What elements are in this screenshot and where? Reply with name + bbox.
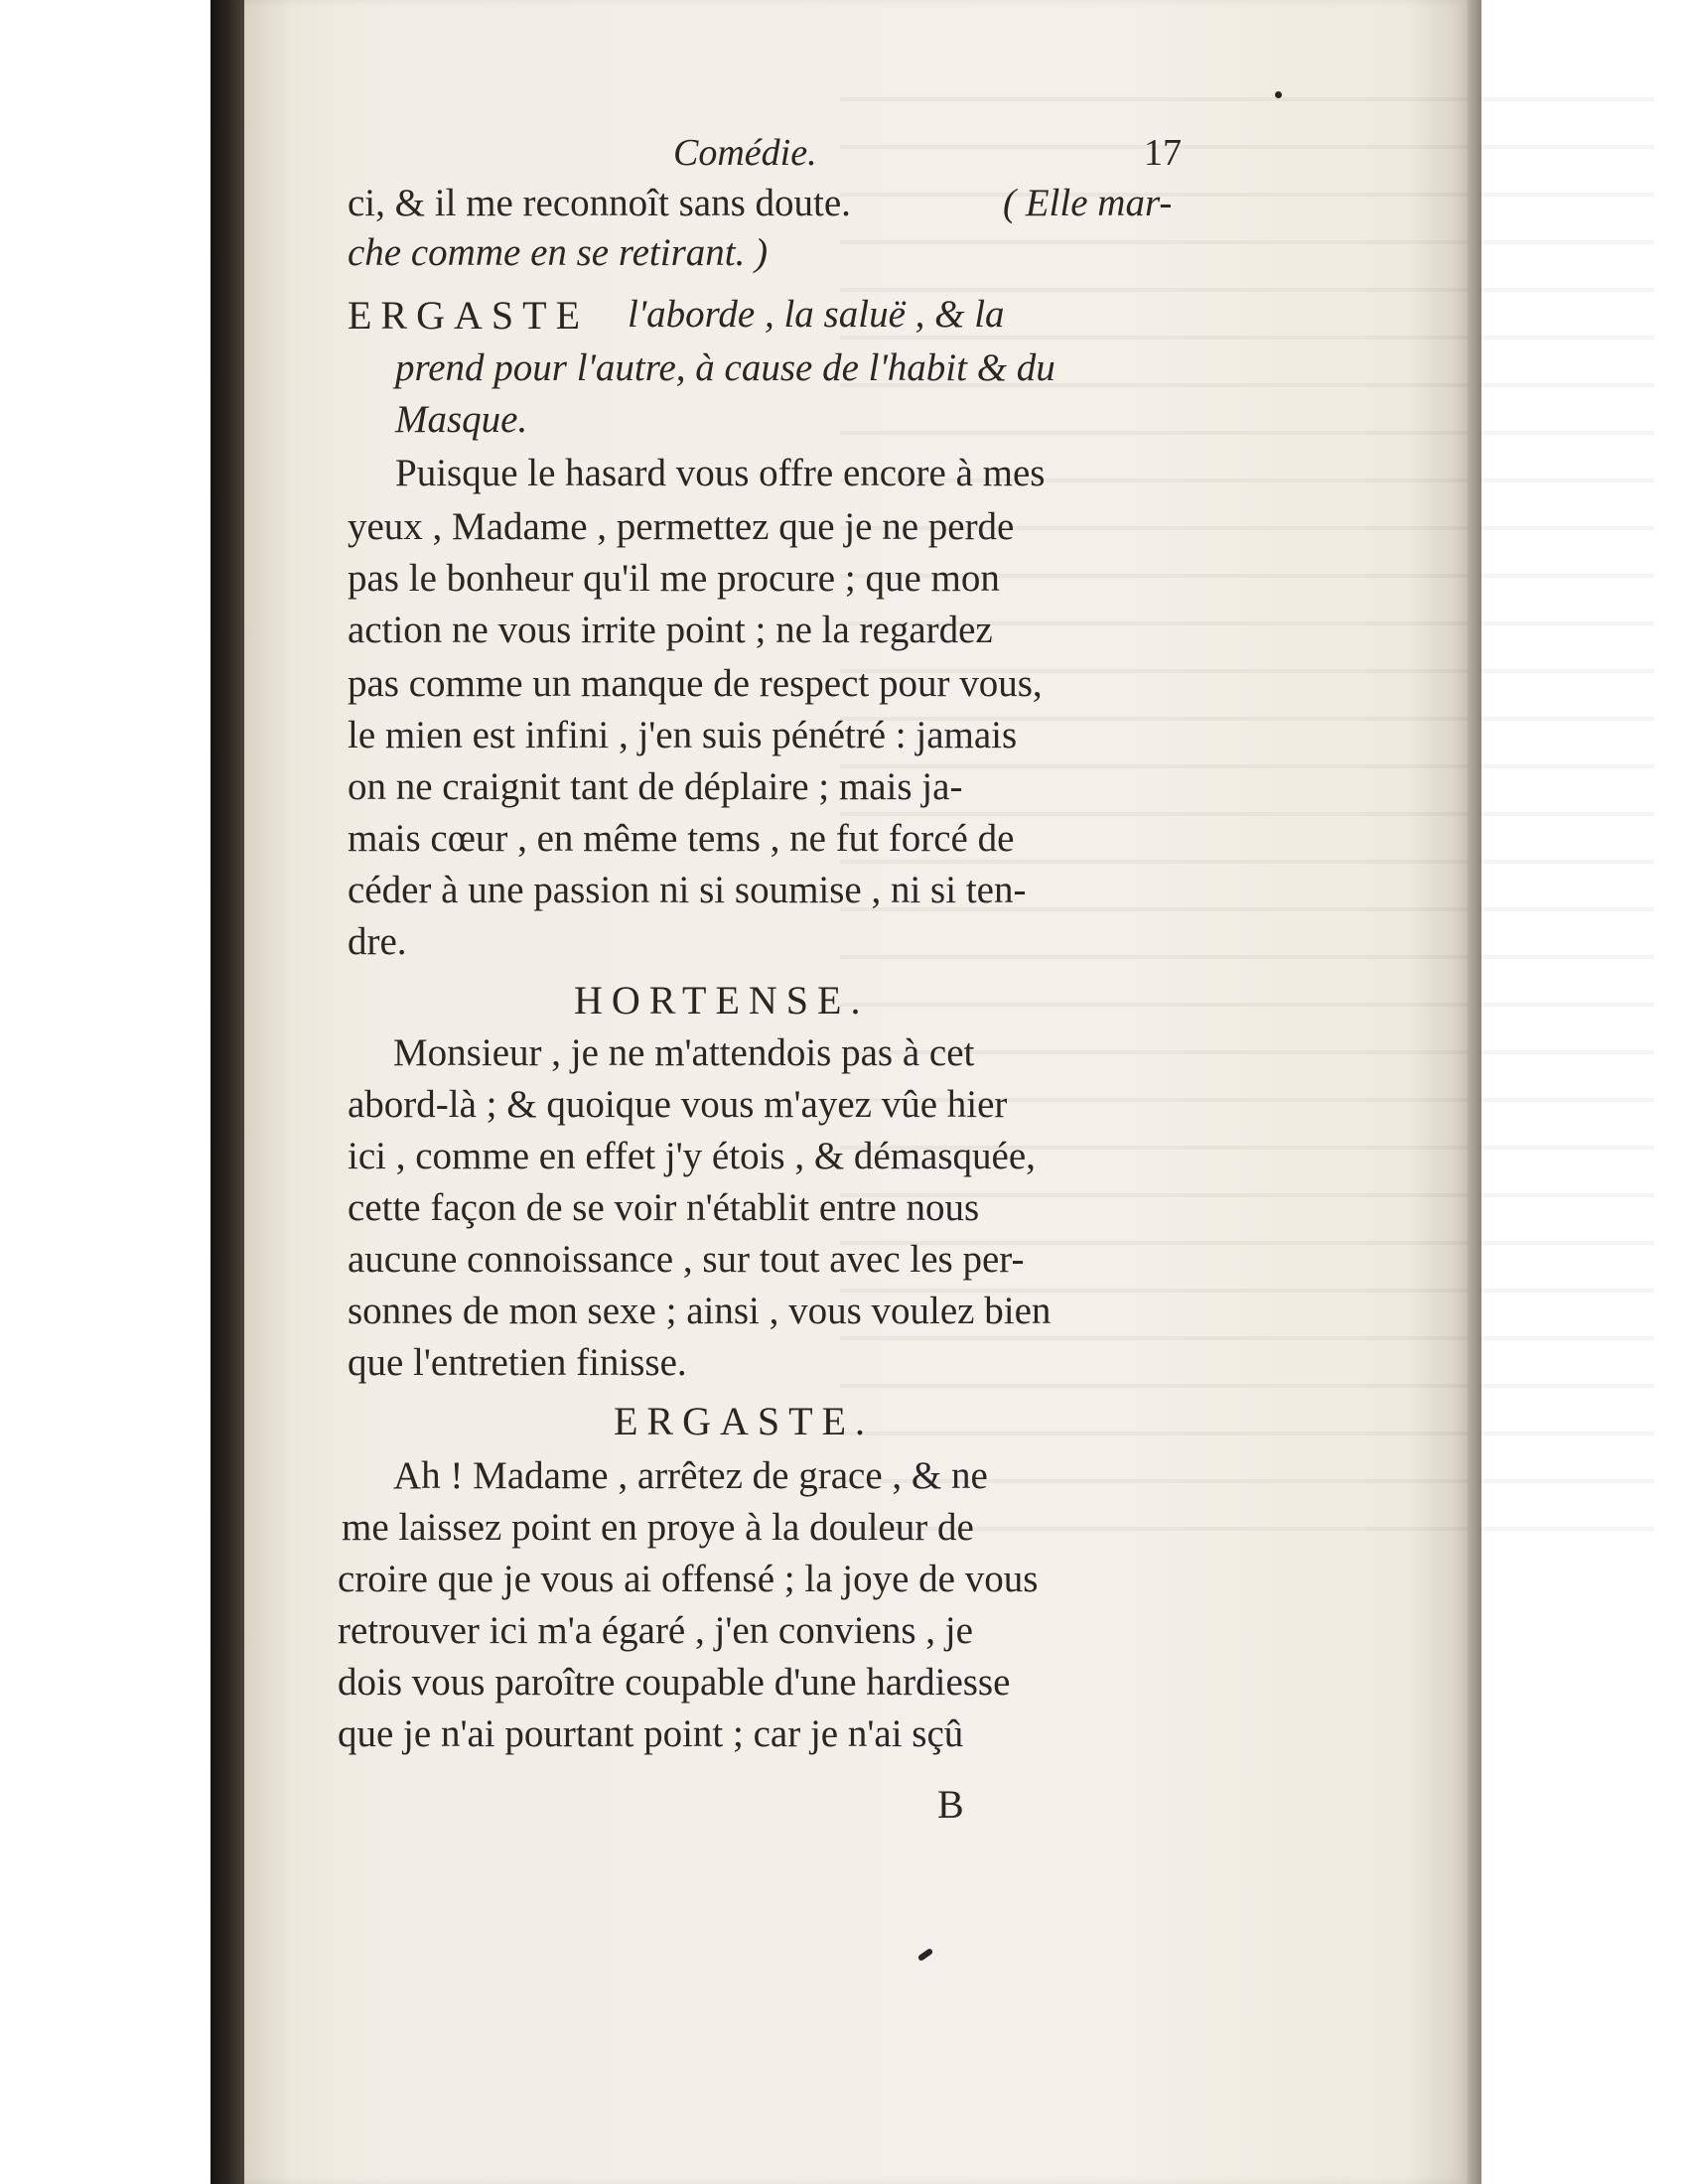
text-line: abord-là ; & quoique vous m'ayez vûe hier (348, 1083, 1008, 1126)
text-line: mais cœur , en même tems , ne fut forcé de (348, 817, 1015, 860)
page-number: 17 (1144, 132, 1182, 174)
stage-direction-line-3: Masque. (395, 398, 528, 441)
text-line: retrouver ici m'a égaré , j'en conviens , je (338, 1609, 973, 1652)
speaker-hortense: HORTENSE. (574, 978, 870, 1023)
speaker-ergaste-inline: ERGASTE (348, 293, 589, 338)
text-line: me laissez point en proye à la douleur de (342, 1506, 974, 1549)
signature-mark: B (937, 1782, 964, 1827)
text-line: on ne craignit tant de déplaire ; mais ja- (348, 765, 963, 808)
text-line-1: ci, & il me reconnoît sans doute. (348, 182, 851, 224)
text-line: dois vous paroître coupable d'une hardiesse (338, 1661, 1011, 1704)
text-line-2: che comme en se retirant. ) (348, 231, 769, 274)
stage-direction-line-1: l'aborde , la saluë , & la (628, 293, 1005, 336)
text-line: Monsieur , je ne m'attendois pas à cet (393, 1031, 975, 1074)
text-line: croire que je vous ai offensé ; la joye de vous (338, 1558, 1039, 1600)
text-line: que l'entretien finisse. (348, 1341, 687, 1384)
ink-speck (1275, 91, 1282, 98)
text-line: aucune connoissance , sur tout avec les per- (348, 1238, 1025, 1281)
text-line: action ne vous irrite point ; ne la regardez (348, 609, 993, 651)
running-header-title: Comédie. (673, 132, 817, 174)
text-line: cette façon de se voir n'établit entre nous (348, 1186, 980, 1229)
text-line: ici , comme en effet j'y étois , & démasquée, (348, 1135, 1036, 1177)
text-line: Ah ! Madame , arrêtez de grace , & ne (393, 1454, 988, 1497)
text-line: céder à une passion ni si soumise , ni si ten- (348, 869, 1027, 911)
text-line: yeux , Madame , permettez que je ne perde (348, 505, 1015, 548)
text-line: pas le bonheur qu'il me procure ; que mon (348, 557, 1000, 600)
text-line: que je n'ai pourtant point ; car je n'ai sçû (338, 1712, 964, 1755)
stage-direction-start: ( Elle mar- (1003, 182, 1173, 224)
speaker-ergaste: ERGASTE. (614, 1399, 874, 1443)
stage-direction-line-2: prend pour l'autre, à cause de l'habit & du (395, 346, 1055, 389)
text-line: dre. (348, 920, 407, 963)
text-line: Puisque le hasard vous offre encore à mes (395, 452, 1046, 494)
text-line: pas comme un manque de respect pour vous, (348, 662, 1043, 705)
text-line: sonnes de mon sexe ; ainsi , vous voulez bien (348, 1290, 1052, 1332)
text-line: le mien est infini , j'en suis pénétré : jamais (348, 714, 1018, 756)
